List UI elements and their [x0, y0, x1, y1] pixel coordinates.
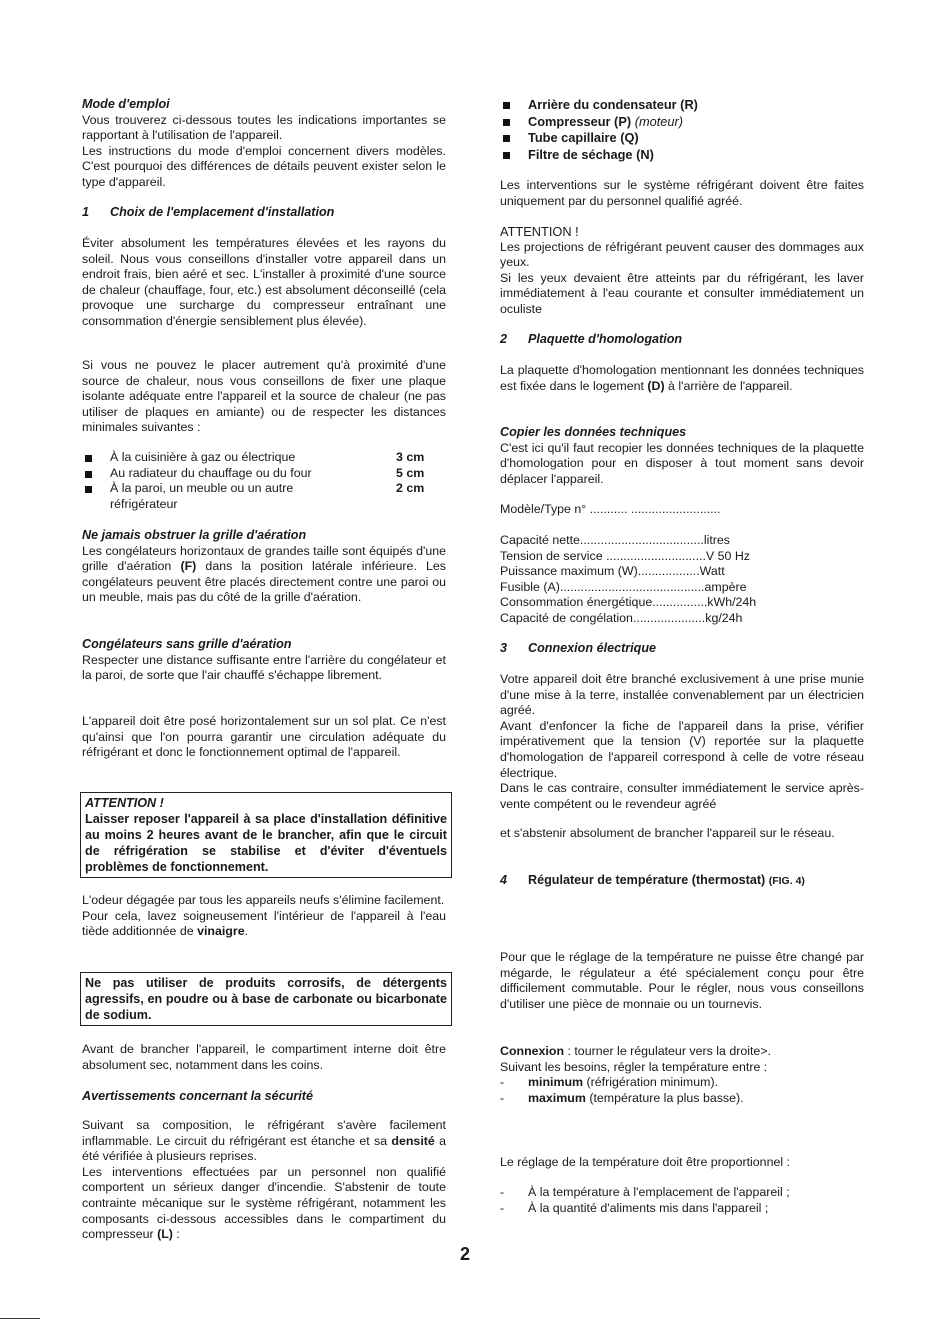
component-label: Compresseur (P): [528, 113, 632, 129]
odeur-p2: Pour cela, lavez soigneusement l'intérieur de l'appareil à l'eau tiède additionnée de: [82, 908, 446, 939]
list-item: [500, 1091, 864, 1107]
grille-ref: (F): [180, 559, 197, 574]
sans-grille-section: [82, 637, 446, 684]
sans-grille-p2-text: L'appareil doit être posé horizontalement sur un sol plat. Ce n'est qu'ainsi que l'on pourra garantir une circulation adéquate du réfrigérant et donc le fonctionnement optimal de l'appareil.: [82, 714, 446, 760]
dash-icon: -: [500, 1075, 505, 1090]
section-4-p1-text: Pour que le réglage de la température ne puisse être changé par mégarde, le régulateur a été spécialement conçu pour être difficilement commutable. Pour le régler, nous vous conseillons d'utiliser une pièce de monnaie ou un tournevis.: [500, 950, 864, 1011]
reglage-paragraph: [500, 1155, 864, 1171]
reglage-text: Le réglage de la température doit être proportionnel :: [500, 1155, 790, 1169]
range-label: maximum: [528, 1090, 586, 1105]
securite-ref: (L): [157, 1227, 173, 1242]
securite-p2-end: :: [172, 1227, 180, 1242]
bullet-icon: [85, 471, 92, 478]
copier-title: Copier les données techniques: [500, 425, 687, 439]
section-3-title: Connexion électrique: [528, 641, 657, 655]
avant-text: Avant de brancher l'appareil, le compartiment interne doit être absolument sec, notamment dans les coins.: [82, 1042, 446, 1072]
attention-section: [500, 224, 864, 318]
distance-text: Au radiateur du chauffage ou du four: [110, 465, 312, 480]
range-list: [500, 1075, 864, 1106]
section-4-heading: [500, 873, 864, 890]
dash-icon: -: [500, 1200, 505, 1215]
bullet-icon: [503, 135, 510, 142]
corrosifs-box-body: Ne pas utiliser de produits corrosifs, de détergents agressifs, en poudre ou à base de carbonate ou bicarbonate de sodium.: [85, 976, 447, 1022]
list-item: [500, 1075, 864, 1091]
attention-box-title: ATTENTION !: [85, 796, 164, 810]
mode-emploi-p1: Vous trouverez ci-dessous toutes les indications importantes se rapportant à l'utilisation de l'appareil.: [82, 112, 446, 143]
section-2-text: La plaquette d'homologation mentionnant les données techniques est fixée dans le logement: [500, 363, 864, 393]
grille-title: Ne jamais obstruer la grille d'aération: [82, 528, 307, 542]
bullet-icon: [85, 455, 92, 462]
section-3-p2: Avant d'enfoncer la fiche de l'appareil dans la prise, vérifier impérativement que la tension (V) reportée sur la plaquette d'homologation de l'appareil correspond à celle de votre réseau électrique.: [500, 718, 864, 780]
section-1-heading: [82, 205, 446, 221]
section-2-heading: [500, 332, 864, 348]
range-label: minimum: [528, 1075, 584, 1090]
list-item: [500, 1201, 864, 1217]
section-3-p4-text: et s'abstenir absolument de brancher l'appareil sur le réseau.: [500, 826, 835, 840]
copier-section: [500, 425, 864, 487]
distance-value: 3 cm: [396, 450, 425, 464]
connexion-text: : tourner le régulateur vers la droite>.: [564, 1044, 771, 1058]
tech-row: Capacité nette....................................litres: [500, 533, 730, 547]
tech-row: Puissance maximum (W)..................Watt: [500, 564, 725, 579]
grille-text-end: dans la position latérale inférieure. Les congélateurs peuvent être placés directement contre une paroi ou un meuble, mais pas du côté de la grille d'aération.: [82, 559, 447, 605]
distance-value: 5 cm: [396, 465, 425, 480]
range-detail: (réfrigération minimum).: [586, 1075, 719, 1090]
component-label: Filtre de séchage (N): [528, 146, 654, 162]
securite-section: [82, 1118, 446, 1243]
list-item: [82, 450, 446, 466]
connexion-section: [500, 1044, 864, 1106]
tech-data-list: [500, 533, 864, 627]
section-4-title: Régulateur de température (thermostat): [528, 873, 766, 887]
securite-densite: densité: [391, 1133, 435, 1148]
attention-p2: Si les yeux devaient être atteints par du réfrigérant, les laver immédiatement à l'eau courante et consulter immédiatement un oculiste: [500, 270, 864, 316]
dash-icon: -: [500, 1090, 505, 1105]
distance-list: [82, 450, 446, 512]
section-3-p4: [500, 826, 864, 842]
attention-title: ATTENTION !: [500, 224, 579, 239]
tech-row: Consommation énergétique................kWh/24h: [500, 595, 757, 610]
section-3-p3: Dans le cas contraire, consulter immédiatement le service après-vente compétent ou le revendeur agréé: [500, 781, 864, 811]
bullet-icon: [503, 102, 510, 109]
section-2-number: 2: [500, 332, 508, 346]
copier-p1: C'est ici qu'il faut recopier les données techniques de la plaquette d'homologation pour en disposer à tout moment sans devoir déplacer l'appareil.: [500, 440, 864, 486]
connexion-label: Connexion: [500, 1044, 565, 1058]
components-list: [500, 97, 864, 163]
list-item: [500, 1185, 864, 1201]
securite-p1: Suivant sa composition, le réfrigérant s'avère facilement inflammable. Le circuit du réfrigérant est étanche et sa: [82, 1118, 446, 1148]
list-item: [82, 481, 446, 512]
bullet-icon: [85, 486, 92, 493]
modele-text: Modèle/Type n° ........... ..........................: [500, 502, 721, 516]
odeur-p1: L'odeur dégagée par tous les appareils neufs s'élimine facilement.: [82, 893, 445, 907]
securite-p2: Les interventions effectuées par un personnel non qualifié comportent un sérieux danger d'incendie. S'abstenir de toute contrainte mécanique sur le système réfrigérant, notamment les composants ci-dessous accessibles dans le compartiment du compresseur: [82, 1164, 446, 1242]
section-1-p2: [82, 358, 446, 436]
securite-heading: [82, 1089, 446, 1105]
component-label: Tube capillaire (Q): [528, 130, 639, 145]
tech-row: Tension de service .............................V 50 Hz: [500, 548, 750, 563]
modele-line: [500, 502, 864, 518]
section-1-number: 1: [82, 205, 90, 219]
dash-icon: -: [500, 1185, 505, 1199]
tech-row: Fusible (A)..........................................ampère: [500, 579, 747, 594]
tech-row: Capacité de congélation.....................kg/24h: [500, 610, 743, 625]
section-1-p2-text: Si vous ne pouvez le placer autrement qu'à proximité d'une source de chaleur, nous vous conseillons de fixer une plaque isolante adéquate entre l'appareil et la source de chaleur (ne pas utiliser de plaques en amiante) ou de respecter les distances minimales suivantes :: [82, 358, 446, 435]
bottom-rule: [0, 1318, 40, 1319]
section-1-p1-text: Éviter absolument les températures élevées et les rayons du soleil. Nous vous conseillons d'installer votre appareil dans un endroit frais, bien aéré et sec. L'installer à proximité d'une source de chaleur (chauffage, four, etc.) est absolument déconseillé (cela provoque une surcharge du compresseur entraînant une consommation d'énergie sensiblement plus élevée).: [82, 236, 446, 328]
distance-text: À la cuisinière à gaz ou électrique: [110, 450, 296, 464]
condition-text: À la quantité d'aliments mis dans l'appareil ;: [528, 1200, 769, 1215]
bullet-icon: [503, 152, 510, 159]
list-item: [500, 147, 864, 164]
section-3-number: 3: [500, 641, 508, 655]
section-3-heading: [500, 641, 864, 657]
component-label: Arrière du condensateur (R): [528, 97, 698, 112]
conditions-list: [500, 1185, 864, 1216]
mode-emploi-section: [82, 97, 446, 191]
odeur-vinaigre: vinaigre: [197, 924, 245, 939]
section-2-text-end: à l'arrière de l'appareil.: [664, 378, 793, 393]
corrosifs-box: [80, 972, 452, 1026]
grille-text: Les congélateurs horizontaux de grandes taille sont équipés d'une grille d'aération: [82, 543, 446, 574]
distance-value: 2 cm: [396, 481, 425, 496]
condition-text: À la température à l'emplacement de l'appareil ;: [528, 1185, 790, 1199]
interventions-paragraph: [500, 178, 864, 209]
securite-title: Avertissements concernant la sécurité: [82, 1089, 313, 1103]
section-1-p1: [82, 236, 446, 330]
interventions-text: Les interventions sur le système réfrigérant doivent être faites uniquement par du personnel qualifié agréé.: [500, 178, 864, 208]
list-item: [500, 97, 864, 114]
suivant-text: Suivant les besoins, régler la température entre :: [500, 1059, 768, 1074]
section-3-p1: Votre appareil doit être branché exclusivement à une prise munie d'une mise à la terre, installée convenablement par un électricien agréé.: [500, 672, 864, 718]
mode-emploi-p2: Les instructions du mode d'emploi concernent divers modèles. C'est pourquoi des différences de détails peuvent exister selon le type d'appareil.: [82, 143, 446, 189]
section-1-title: Choix de l'emplacement d'installation: [110, 205, 335, 219]
odeur-section: [82, 893, 446, 940]
securite-p1-end: a été vérifiée à plusieurs reprises.: [82, 1133, 446, 1164]
section-2-title: Plaquette d'homologation: [528, 332, 683, 346]
section-3-body: [500, 672, 864, 812]
sans-grille-p1: Respecter une distance suffisante entre l'arrière du congélateur et la paroi, de sorte que l'air chauffé s'échappe librement.: [82, 652, 446, 683]
bullet-icon: [503, 119, 510, 126]
section-4-fig: (FIG. 4): [768, 875, 805, 887]
list-item: [82, 466, 446, 482]
section-4-number: 4: [500, 873, 508, 887]
range-detail: (température la plus basse).: [589, 1090, 744, 1105]
avant-paragraph: [82, 1042, 446, 1073]
grille-section: [82, 528, 446, 606]
attention-p1: Les projections de réfrigérant peuvent causer des dommages aux yeux.: [500, 239, 864, 270]
odeur-p2-end: .: [244, 924, 249, 939]
section-2-body: [500, 363, 864, 394]
sans-grille-p2: [82, 714, 446, 761]
sans-grille-title: Congélateurs sans grille d'aération: [82, 637, 292, 651]
page-number: 2: [460, 1244, 471, 1264]
component-extra: (moteur): [634, 113, 684, 129]
section-2-ref: (D): [647, 378, 665, 393]
attention-box: [80, 792, 452, 878]
attention-box-body: Laisser reposer l'appareil à sa place d'installation définitive au moins 2 heures avant de le brancher, afin que le circuit de réfrigération se stabilise et d'éviter d'éventuels problèmes de fonctionnement.: [85, 812, 447, 874]
mode-emploi-title: Mode d'emploi: [82, 97, 170, 111]
list-item: [500, 130, 864, 147]
section-4-p1: [500, 950, 864, 1012]
list-item: [500, 114, 864, 131]
distance-text: À la paroi, un meuble ou un autre réfrigérateur: [110, 481, 294, 511]
